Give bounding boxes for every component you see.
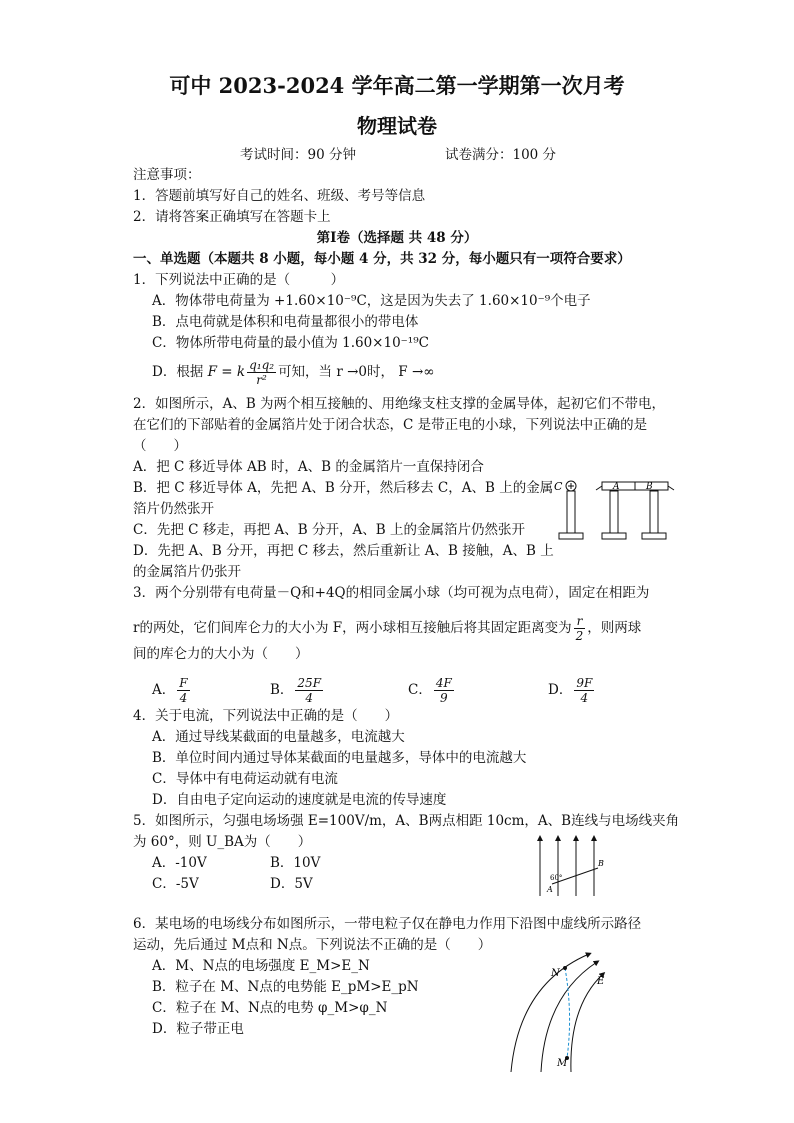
q2-stem-line2: 在它们的下部贴着的金属箔片处于闭合状态，C 是带正电的小球，下列说法中正确的是 [133,417,648,433]
q5-option-c: C．-5V [152,876,199,892]
q2-option-c: C．先把 C 移走，再把 A、B 分开，A、B 上的金属箔片仍然张开 [133,522,525,538]
q2-fig-label-a: A [613,482,620,492]
note-item: 1．答题前填写好自己的姓名、班级、考号等信息 [133,188,426,204]
q2-option-a: A．把 C 移近导体 AB 时，A、B 的金属箔片一直保持闭合 [133,459,484,475]
part1-heading: 第Ⅰ卷（选择题 共 48 分） [316,230,478,246]
q4-option-a: A．通过导线某截面的电量越多，电流越大 [152,729,405,745]
q2-option-b-cont: 箔片仍然张开 [133,501,214,517]
q2-stem-line1: 2．如图所示，A、B 为两个相互接触的、用绝缘支柱支撑的金属导体，起初它们不带电， [133,396,666,412]
q6-option-c: C．粒子在 M、N点的电势 φ_M>φ_N [152,1000,388,1016]
q4-option-c: C．导体中有电荷运动就有电流 [152,771,338,787]
q3-option-d: D． $\frac{9F}{4}$ [548,676,593,705]
q6-fig-label-e: E [597,976,605,987]
q6-option-d: D．粒子带正电 [152,1021,244,1037]
q3-option-a: A． $\frac{F}{4}$ [152,676,188,705]
q5-option-a: A．-10V [152,855,207,871]
q2-fig-label-b: B [646,482,653,492]
exam-time: 考试时间：90 分钟 [240,147,356,163]
q5-figure [528,834,618,898]
q2-option-b: B．把 C 移近导体 A，先把 A、B 分开，然后移去 C，A、B 上的金属 [133,480,554,496]
q6-stem-line2: 运动，先后通过 M点和 N点。下列说法不正确的是（ ） [133,937,492,953]
exam-title: 可中 2023-2024 学年高二第一学期第一次月考 [169,73,625,98]
q2-option-d-cont: 的金属箔片仍张开 [133,564,241,580]
q2-figure [550,474,680,556]
q2-stem-line3: （ ） [133,438,187,454]
q4-option-d: D．自由电子定向运动的速度就是电流的传导速度 [152,792,447,808]
q3-option-b: B． $\frac{25F}{4}$ [270,676,322,705]
q1-option-d: D．根据 F = k $\frac{\text{q₁q₂}}{\text{r²}}$ 可知，当 r →0时， F →∞ [152,358,435,387]
q3-option-c: C． $\frac{4F}{9}$ [408,676,452,705]
q5-option-b: B．10V [270,855,321,871]
q5-fig-angle: 60° [550,874,563,882]
q1-option-c: C．物体所带电荷量的最小值为 1.60×10⁻¹⁹C [152,335,429,351]
q6-figure [505,944,615,1074]
q4-stem: 4．关于电流，下列说法中正确的是（ ） [133,708,399,724]
q1-option-b: B．点电荷就是体积和电荷量都很小的带电体 [152,314,419,330]
q5-option-d: D．5V [270,876,313,892]
exam-score: 试卷满分：100 分 [445,147,557,163]
q5-stem-line1: 5．如图所示，匀强电场场强 E=100V/m，A、B两点相距 10cm，A、B连线与电场线夹角 [133,813,680,829]
q5-fig-label-a: A [547,885,553,894]
q5-fig-label-b: B [598,859,604,868]
note-item: 2．请将答案正确填写在答题卡上 [133,209,331,225]
exam-subject: 物理试卷 [357,114,437,138]
q2-fig-label-c: C [554,480,563,493]
q6-option-a: A．M、N点的电场强度 E_M>E_N [152,958,370,974]
q6-option-b: B．粒子在 M、N点的电势能 E_pM>E_pN [152,979,419,995]
q3-stem-line2: r的两处，它们间库仑力的大小为 F，两小球相互接触后将其固定距离变为 $\frac{r}{2}$ ，则两球 [133,614,642,643]
q6-fig-label-n: N [551,968,560,979]
q3-stem-line3: 间的库仑力的大小为（ ） [133,646,309,662]
q2-option-d: D．先把 A、B 分开，再把 C 移去，然后重新让 A、B 接触，A、B 上 [133,543,554,559]
q1-stem: 1．下列说法中正确的是（ ） [133,272,345,288]
q5-stem-line2: 为 60°，则 U_BA为（ ） [133,834,312,850]
section-heading: 一、单选题（本题共 8 小题，每小题 4 分，共 32 分，每小题只有一项符合要求） [133,251,631,267]
q4-option-b: B．单位时间内通过导体某截面的电量越多，导体中的电流越大 [152,750,527,766]
q6-fig-label-m: M [557,1058,568,1069]
notes-heading: 注意事项： [133,167,201,183]
q1-option-a: A．物体带电荷量为 +1.60×10⁻⁹C，这是因为失去了 1.60×10⁻⁹个电子 [152,293,591,309]
q3-stem-line1: 3．两个分别带有电荷量－Q和+4Q的相同金属小球（均可视为点电荷），固定在相距为 [133,585,650,601]
q6-stem-line1: 6．某电场的电场线分布如图所示，一带电粒子仅在静电力作用下沿图中虚线所示路径 [133,916,642,932]
